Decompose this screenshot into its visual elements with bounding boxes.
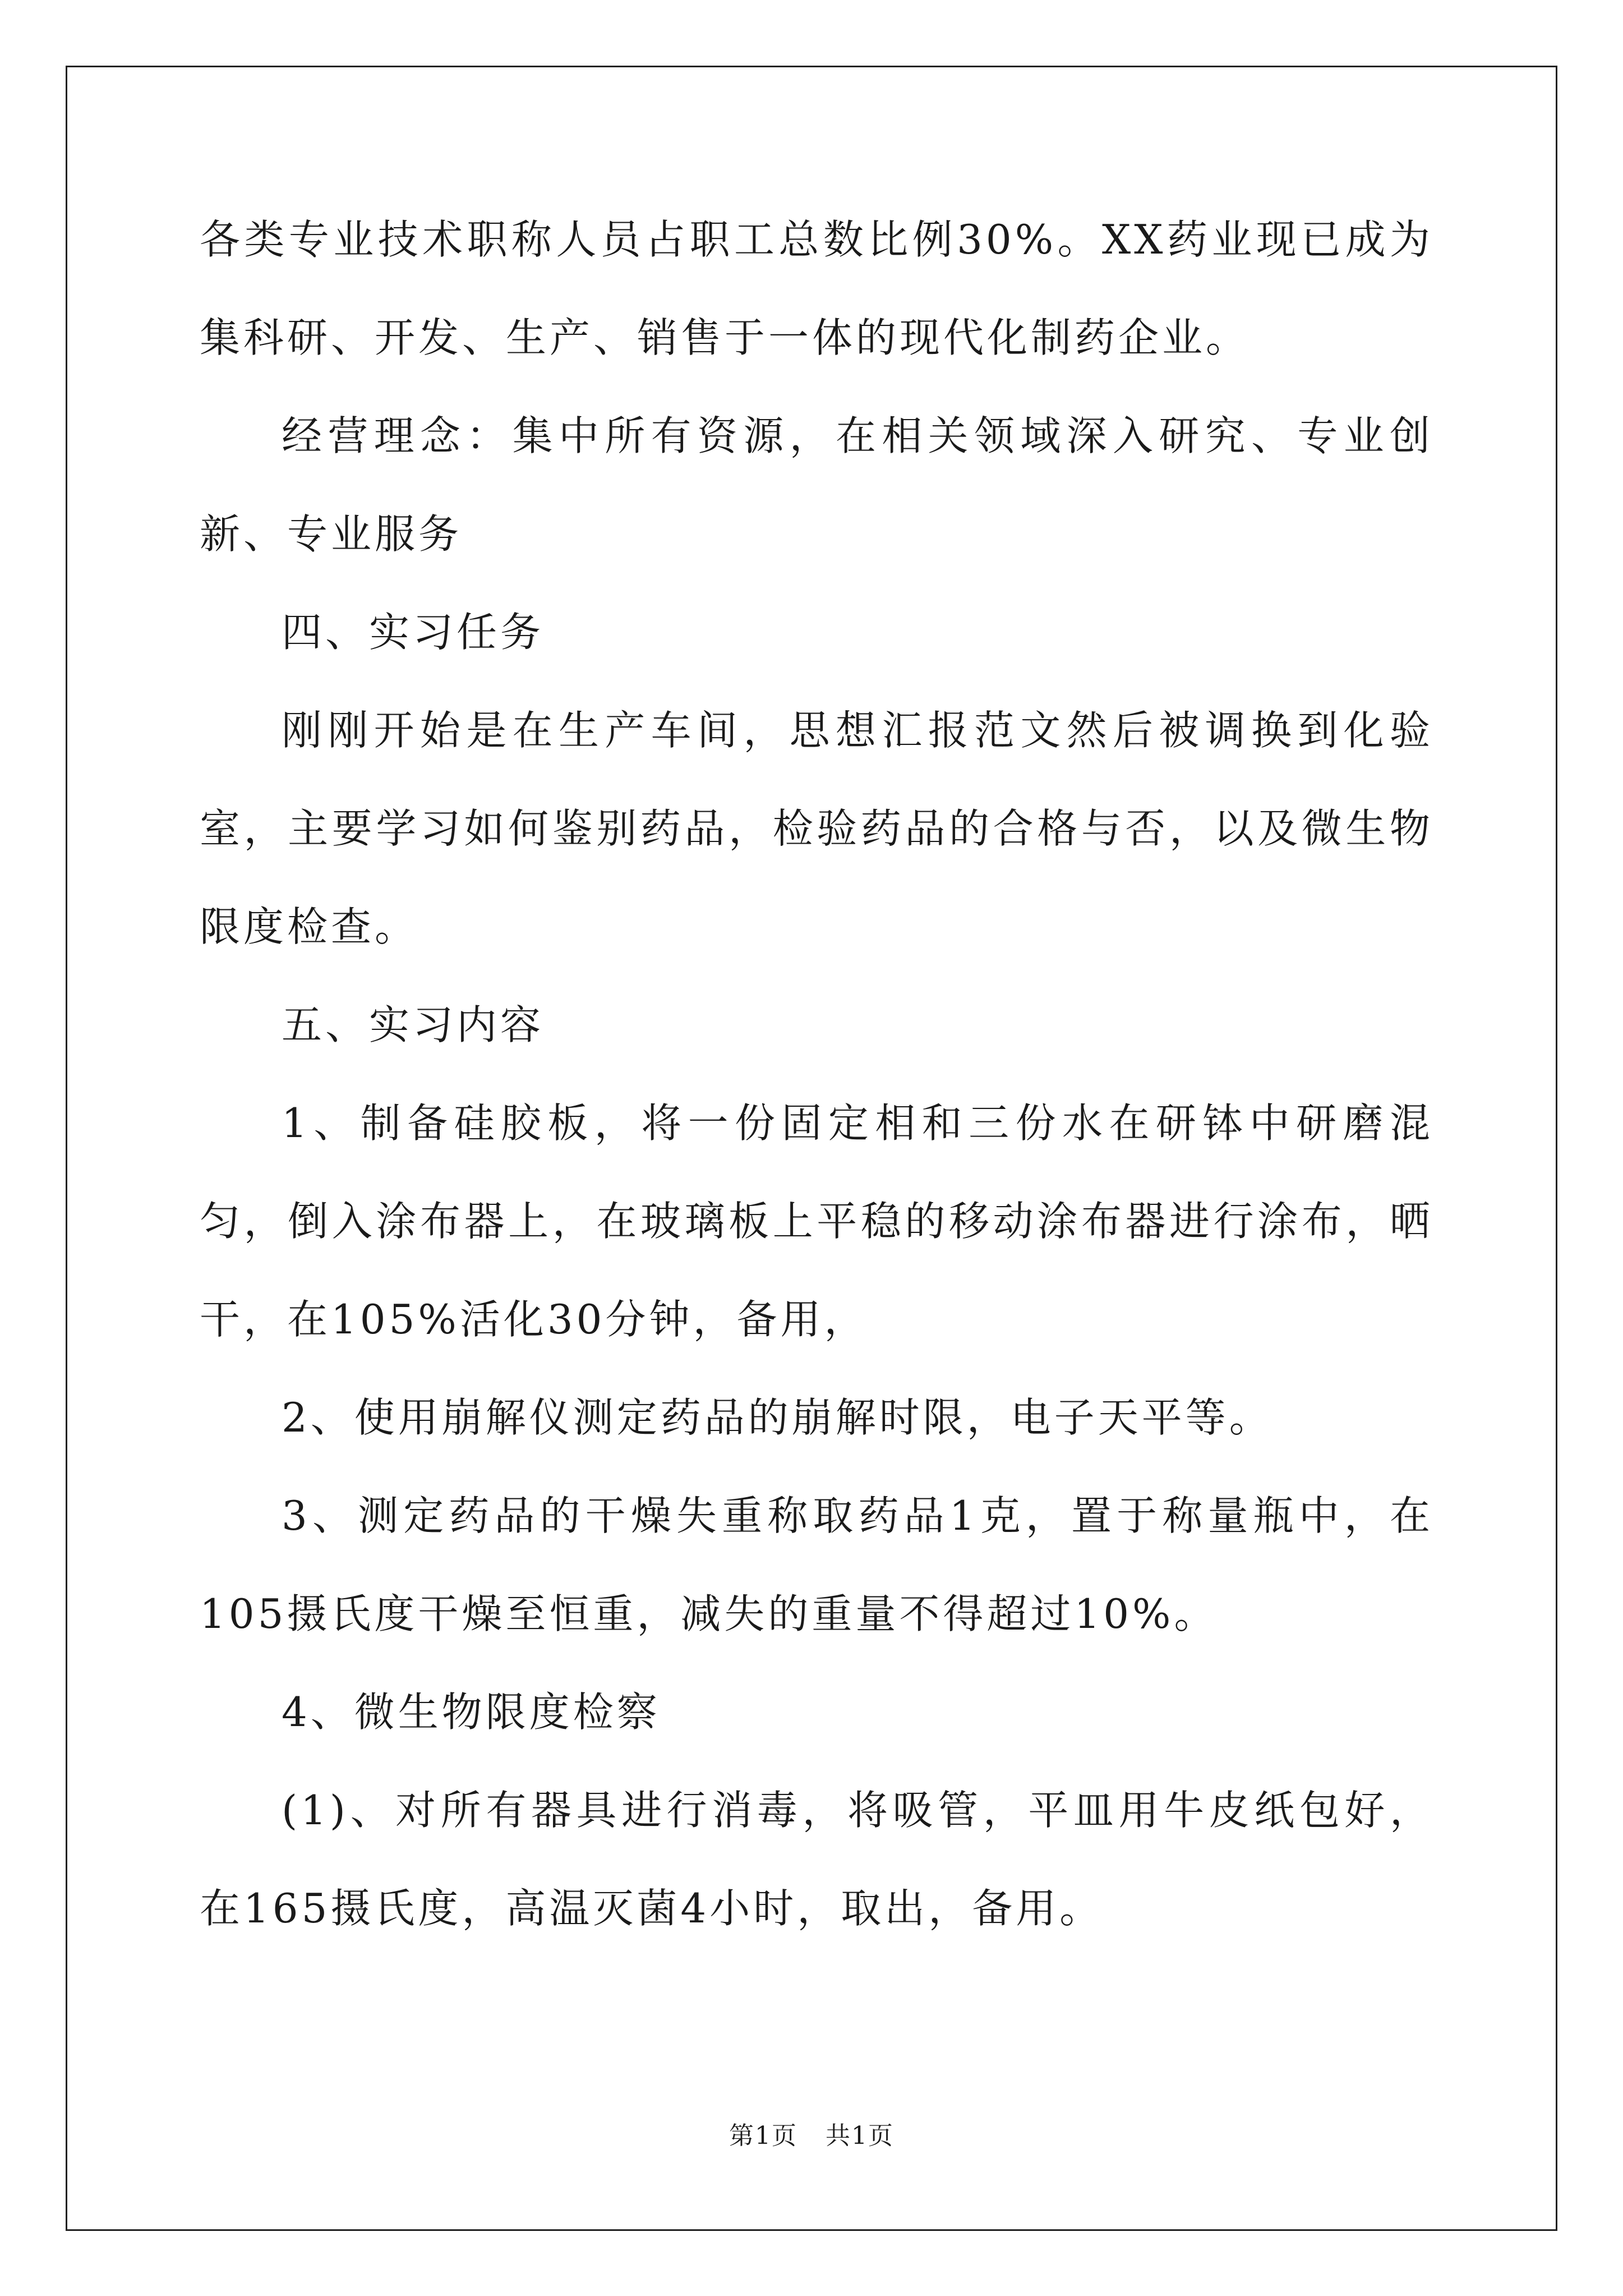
page-total: 共1页 <box>826 2122 894 2150</box>
document-body <box>200 191 1433 1958</box>
paragraph-8: (1)、对所有器具进行消毒，将吸管，平皿用牛皮纸包好，在165摄氏度，高温灭菌4小时，取出，备用。 <box>200 1787 1433 1932</box>
paragraph-4: 1、制备硅胶板，将一份固定相和三份水在研钵中研磨混匀，倒入涂布器上，在玻璃板上平稳的移动涂布器进行涂布，晒干，在105%活化30分钟，备用， <box>200 1099 1433 1343</box>
paragraph-2: 经营理念：集中所有资源，在相关领域深入研究、专业创新、专业服务 <box>200 412 1433 558</box>
section-heading-5: 五、实习内容 <box>282 1001 545 1048</box>
paragraph-3: 刚刚开始是在生产车间，思想汇报范文然后被调换到化验室，主要学习如何鉴别药品，检验药品的合格与否，以及微生物限度检查。 <box>200 707 1433 950</box>
paragraph-1: 各类专业技术职称人员占职工总数比例30%。XX药业现已成为集科研、开发、生产、销售于一体的现代化制药企业。 <box>200 216 1433 361</box>
section-heading-4: 四、实习任务 <box>282 609 545 656</box>
page-number: 第1页 <box>729 2122 797 2150</box>
page-footer <box>0 2119 1623 2153</box>
paragraph-6: 3、测定药品的干燥失重称取药品1克，置于称量瓶中，在105摄氏度干燥至恒重，减失的重量不得超过10%。 <box>200 1492 1433 1637</box>
paragraph-7: 4、微生物限度检察 <box>282 1688 661 1736</box>
paragraph-5: 2、使用崩解仪测定药品的崩解时限，电子天平等。 <box>282 1394 1273 1441</box>
